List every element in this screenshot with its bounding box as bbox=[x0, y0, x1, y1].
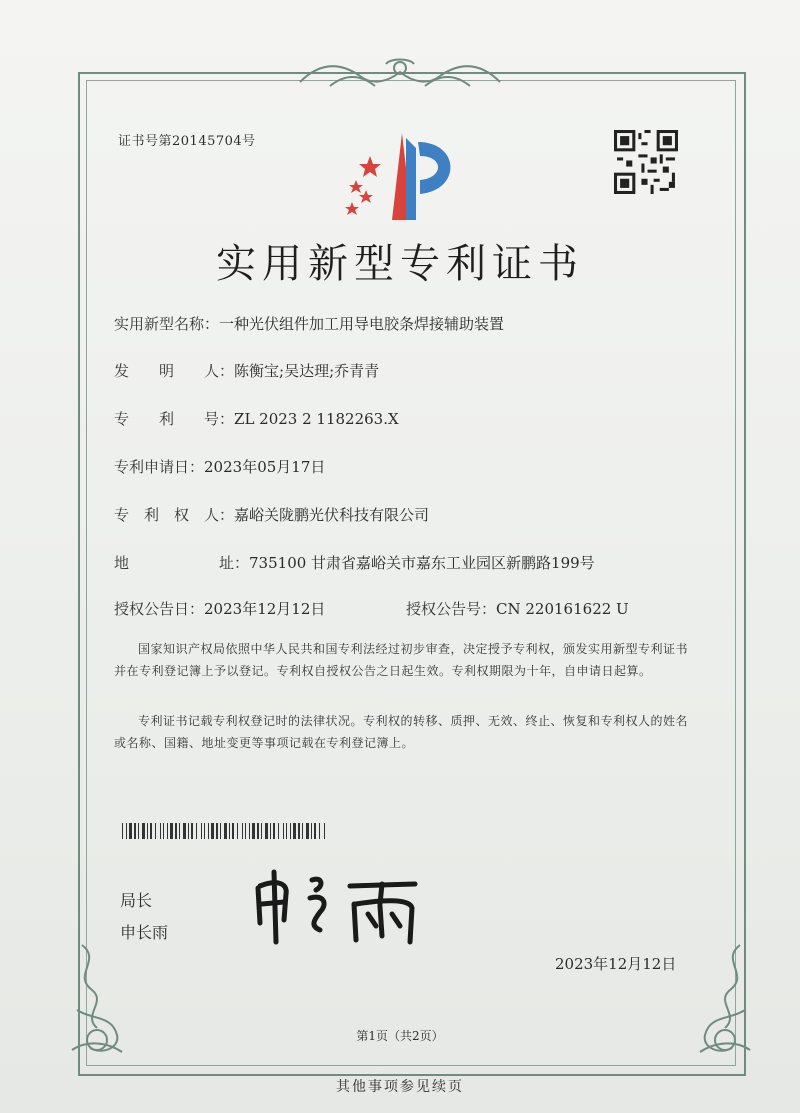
certificate-number: 证书号第20145704号 bbox=[118, 134, 256, 149]
field-label: 实用新型名称： bbox=[114, 315, 220, 333]
field-label: 专利申请日： bbox=[114, 458, 205, 476]
field-patent-number bbox=[114, 408, 399, 429]
field-value: 735100 甘肃省嘉峪关市嘉东工业园区新鹏路199号 bbox=[249, 554, 595, 572]
cnipa-emblem-icon bbox=[340, 128, 470, 228]
field-label: 地 址： bbox=[114, 554, 250, 572]
field-label: 专 利 号： bbox=[114, 410, 235, 428]
page-number: 第1页（共2页） bbox=[356, 1029, 444, 1043]
field-value: CN 220161622 U bbox=[496, 600, 629, 618]
top-ornament bbox=[290, 56, 510, 94]
field-value: 2023年05月17日 bbox=[204, 458, 326, 476]
field-value: 陈衡宝;吴达理;乔青青 bbox=[234, 362, 380, 380]
field-label: 专 利 权 人： bbox=[114, 506, 235, 524]
certificate-title: 实用新型专利证书 bbox=[216, 241, 584, 287]
field-label: 授权公告日： bbox=[114, 600, 205, 618]
field-patentee bbox=[114, 504, 429, 525]
field-value: 一种光伏组件加工用导电胶条焊接辅助装置 bbox=[219, 315, 505, 333]
qr-code bbox=[614, 130, 678, 194]
field-inventors bbox=[114, 360, 379, 381]
body-paragraph: 专利证书记载专利权登记时的法律状况。专利权的转移、质押、无效、终止、恢复和专利权人的姓名或名称、国籍、地址变更等事项记载在专利登记簿上。 bbox=[114, 714, 689, 750]
field-address bbox=[114, 552, 595, 573]
field-application-date bbox=[114, 456, 325, 477]
field-grant-date bbox=[114, 598, 325, 619]
issue-date: 2023年12月12日 bbox=[555, 955, 677, 973]
field-value: ZL 2023 2 1182263.X bbox=[234, 410, 399, 428]
field-label: 发 明 人： bbox=[114, 362, 235, 380]
signatory-name: 申长雨 bbox=[120, 923, 169, 942]
footer-note: 其他事项参见续页 bbox=[336, 1079, 464, 1095]
barcode bbox=[122, 823, 327, 839]
field-value: 2023年12月12日 bbox=[204, 600, 326, 618]
body-paragraph: 国家知识产权局依照中华人民共和国专利法经过初步审查，决定授予专利权，颁发实用新型专利证书并在专利登记簿上予以登记。专利权自授权公告之日起生效。专利权期限为十年，自申请日起算。 bbox=[114, 642, 689, 678]
field-utility-model-name bbox=[114, 313, 504, 334]
field-label: 授权公告号： bbox=[406, 600, 497, 618]
field-grant-number bbox=[406, 598, 629, 619]
signatory-title: 局长 bbox=[120, 891, 153, 910]
handwritten-signature bbox=[250, 868, 450, 948]
field-value: 嘉峪关陇鹏光伏科技有限公司 bbox=[234, 506, 430, 524]
